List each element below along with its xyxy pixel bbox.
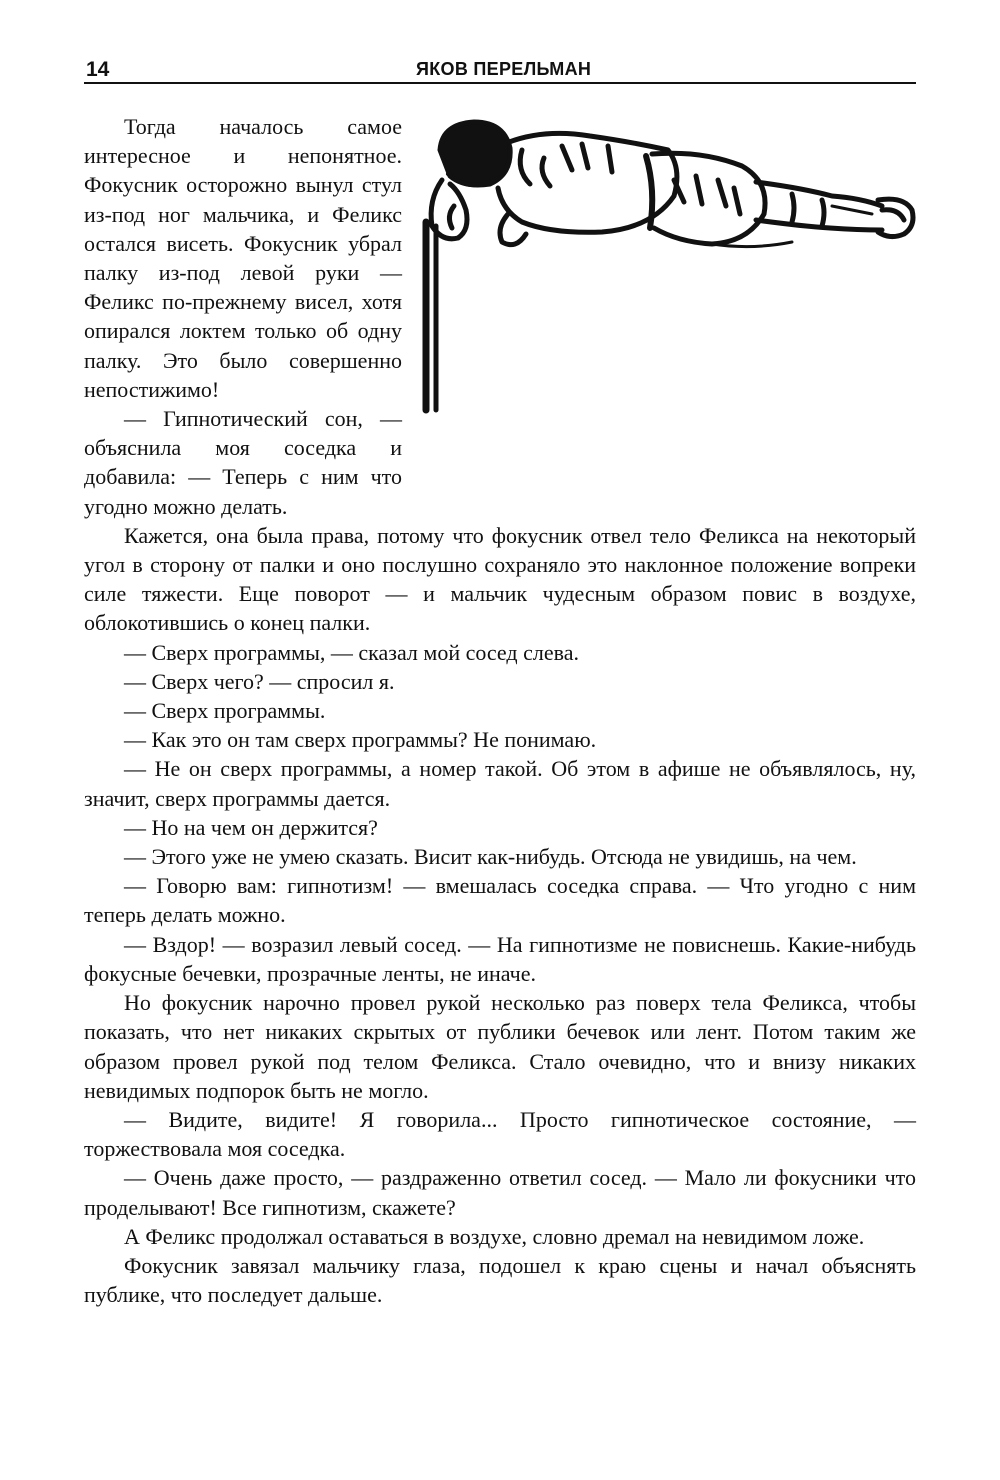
page-number: 14 xyxy=(86,58,110,81)
paragraph: Но фокусник нарочно провел рукой несколько раз поверх тела Феликса, чтобы показать, что нет никаких скрытых от публики бечевок или лент. Потом таким же образом провел рукой под телом Феликса. Стало очевидно, что и внизу никаких невидимых подпорок быть не могло. xyxy=(84,990,916,1103)
paragraph: Тогда началось самое интересное и непонятное. Фокусник осторожно вынул стул из-под ног мальчика, и Феликс остался висеть. Фокусник убрал палку из-под левой руки — Феликс по-прежнему висел, хотя опирался локтем только об одну палку. Это было совершенно непостижимо! xyxy=(84,114,402,402)
paragraph: — Но на чем он держится? xyxy=(124,814,378,840)
paragraph: — Сверх программы. xyxy=(124,698,326,724)
paragraph: — Очень даже просто, — раздраженно ответил сосед. — Мало ли фокусники что проделывают! Все гипнотизм, скажете? xyxy=(84,1165,916,1220)
paragraph: — Говорю вам: гипнотизм! — вмешалась соседка справа. — Что угодно с ним теперь делать можно. xyxy=(84,873,916,928)
paragraph: — Как это он там сверх программы? Не понимаю. xyxy=(124,727,597,753)
levitating-boy-illustration xyxy=(412,110,922,466)
paragraph: Кажется, она была права, потому что фокусник отвел тело Феликса на некоторый угол в сторону от палки и оно послушно сохраняло это наклонное положение вопреки силе тяжести. Еще поворот — и мальчик чудесным образом повис в воздухе, облокотившись о конец палки. xyxy=(84,522,916,636)
paragraph: — Не он сверх программы, а номер такой. Об этом в афише не объявлялось, ну, значит, сверх программы дается. xyxy=(84,756,916,811)
running-title: ЯКОВ ПЕРЕЛЬМАН xyxy=(416,59,592,79)
paragraph: — Видите, видите! Я говорила... Просто гипнотическое состояние, — торжествовала моя соседка. xyxy=(84,1106,916,1162)
paragraph: — Сверх программы, — сказал мой сосед слева. xyxy=(124,639,579,665)
paragraph: — Этого уже не умею сказать. Висит как-нибудь. Отсюда не увидишь, на чем. xyxy=(124,844,857,870)
paragraph: Фокусник завязал мальчику глаза, подошел к краю сцены и начал объяснять публике, что последует дальше. xyxy=(84,1252,916,1308)
body-text xyxy=(84,112,916,1309)
levitating-boy-drawing xyxy=(412,110,922,466)
paragraph: А Феликс продолжал оставаться в воздухе, словно дремал на невидимом ложе. xyxy=(124,1223,865,1249)
paragraph: — Сверх чего? — спросил я. xyxy=(124,668,395,694)
running-header xyxy=(84,52,916,84)
paragraph: — Гипнотический сон, — объяснила моя соседка и добавила: — Теперь с ним что угодно можно делать. xyxy=(84,406,402,519)
paragraph: — Вздор! — возразил левый сосед. — На гипнотизме не повиснешь. Какие-нибудь фокусные бечевки, прозрачные ленты, не иначе. xyxy=(84,931,916,986)
